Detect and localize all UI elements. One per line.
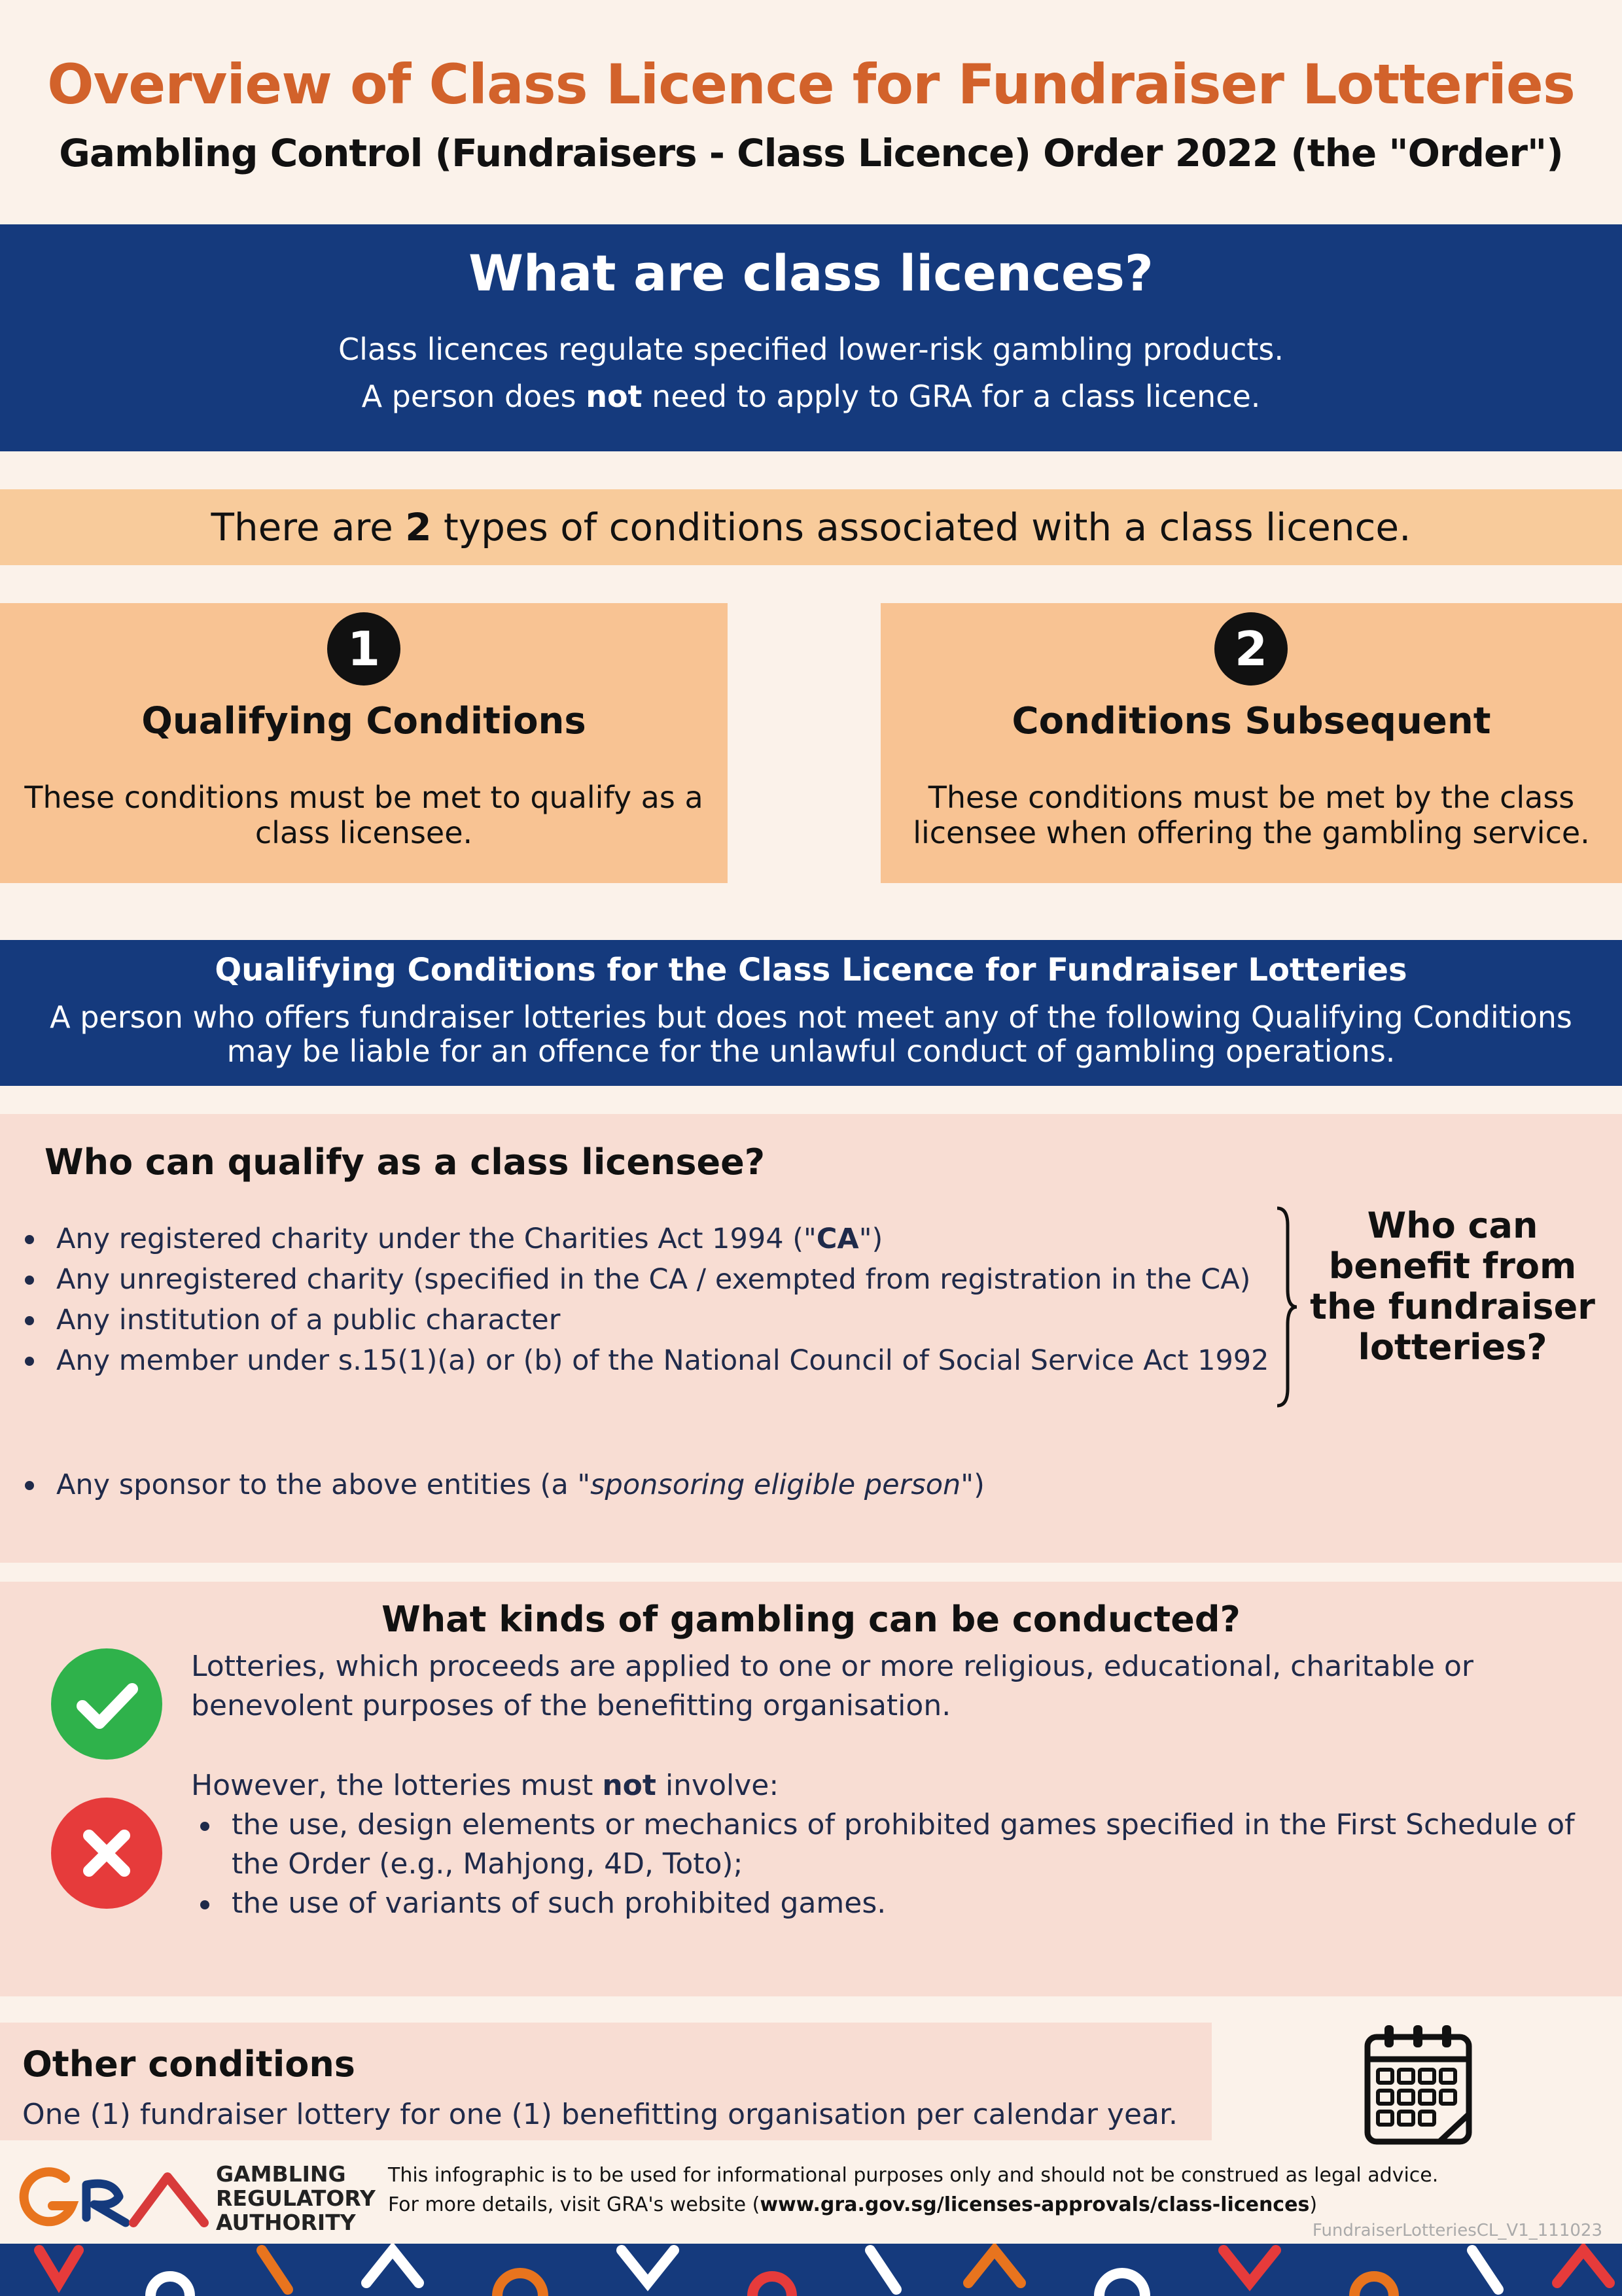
kinds-heading: What kinds of gambling can be conducted? bbox=[381, 1599, 1241, 1640]
details-pre: For more details, visit GRA's website ( bbox=[388, 2193, 760, 2216]
list-item: the use of variants of such prohibited games. bbox=[200, 1884, 1594, 1923]
however-line bbox=[191, 1766, 1565, 1805]
footer-text bbox=[388, 2161, 1438, 2219]
however-pre: However, the lotteries must bbox=[191, 1769, 603, 1802]
pattern-icon bbox=[0, 2244, 1622, 2296]
number-badge-1: 1 bbox=[327, 612, 400, 686]
subsequent-card bbox=[881, 603, 1622, 883]
qualifying-heading: Qualifying Conditions for the Class Licence for Fundraiser Lotteries bbox=[215, 952, 1407, 988]
document-code: FundraiserLotteriesCL_V1_111023 bbox=[1312, 2221, 1602, 2240]
other-heading: Other conditions bbox=[22, 2044, 355, 2085]
list-item: Any institution of a public character bbox=[25, 1300, 1269, 1340]
list-item: Any unregistered charity (specified in the CA / exempted from registration in the CA) bbox=[25, 1259, 1269, 1300]
details-line bbox=[388, 2190, 1438, 2219]
what-are-section bbox=[0, 224, 1622, 451]
who-section bbox=[0, 1114, 1622, 1563]
qualifying-text: A person who offers fundraiser lotteries but does not meet any of the following Qualifying Conditions may be liable for an offence for the unlawful conduct of gambling operations. bbox=[50, 1000, 1572, 1069]
other-text: One (1) fundraiser lottery for one (1) benefitting organisation per calendar year. bbox=[22, 2098, 1178, 2131]
check-icon bbox=[51, 1648, 162, 1760]
item1-post: ") bbox=[858, 1223, 883, 1255]
calendar-icon bbox=[1361, 2023, 1475, 2148]
list-item bbox=[25, 1219, 1269, 1259]
qualifying-card-text: These conditions must be met to qualify as a class licensee. bbox=[24, 780, 703, 850]
prohibited-text bbox=[191, 1766, 1565, 1805]
cross-icon bbox=[51, 1798, 162, 1909]
what-are-line2 bbox=[0, 373, 1622, 420]
item1-bold: CA bbox=[816, 1223, 859, 1255]
subsequent-card-text: These conditions must be met by the class licensee when offering the gambling service. bbox=[913, 780, 1590, 850]
disclaimer: This infographic is to be used for informational purposes only and should not be construed as legal advice. bbox=[388, 2164, 1439, 2187]
what-are-text bbox=[0, 326, 1622, 420]
page-subtitle: Gambling Control (Fundraisers - Class Licence) Order 2022 (the "Order") bbox=[59, 131, 1563, 175]
org-line2: REGULATORY bbox=[216, 2185, 376, 2211]
list-item: the use, design elements or mechanics of prohibited games specified in the First Schedule of the Order (e.g., Mahjong, 4D, Toto); bbox=[200, 1805, 1594, 1884]
qualifying-card-title: Qualifying Conditions bbox=[141, 700, 586, 742]
benefit-label: Who can benefit from the fundraiser lotteries? bbox=[1310, 1205, 1595, 1368]
details-post: ) bbox=[1309, 2193, 1318, 2216]
line2-pre: A person does bbox=[361, 379, 586, 414]
line2-post: need to apply to GRA for a class licence. bbox=[642, 379, 1261, 414]
org-line3: AUTHORITY bbox=[216, 2210, 356, 2235]
what-are-line1: Class licences regulate specified lower-risk gambling products. bbox=[338, 332, 1284, 367]
what-are-heading: What are class licences? bbox=[468, 244, 1154, 302]
org-name bbox=[216, 2162, 376, 2235]
item5-post: ") bbox=[961, 1469, 985, 1501]
types-pre: There are bbox=[211, 505, 406, 549]
decorative-stripe bbox=[0, 2244, 1622, 2296]
types-band bbox=[0, 489, 1622, 565]
allowed-text: Lotteries, which proceeds are applied to one or more religious, educational, charitable or benevolent purposes of the benefitting organisation. bbox=[191, 1650, 1473, 1722]
qualifying-section bbox=[0, 940, 1622, 1086]
qualifying-card bbox=[0, 603, 728, 883]
who-heading: Who can qualify as a class licensee? bbox=[44, 1141, 766, 1183]
who-list bbox=[25, 1219, 1269, 1381]
line2-bold: not bbox=[586, 379, 643, 414]
kinds-section bbox=[0, 1582, 1622, 1996]
number-badge-2: 2 bbox=[1214, 612, 1288, 686]
however-bold: not bbox=[602, 1769, 656, 1802]
however-post: involve: bbox=[656, 1769, 779, 1802]
org-line1: GAMBLING bbox=[216, 2161, 346, 2187]
other-section bbox=[0, 2023, 1212, 2140]
item1-pre: Any registered charity under the Charities Act 1994 (" bbox=[56, 1223, 817, 1255]
types-bold: 2 bbox=[405, 505, 432, 549]
gra-logo bbox=[14, 2165, 211, 2227]
item5-italic: sponsoring eligible person bbox=[590, 1469, 961, 1501]
sponsor-list bbox=[25, 1465, 985, 1505]
subsequent-card-title: Conditions Subsequent bbox=[1012, 700, 1491, 742]
website-link[interactable]: www.gra.gov.sg/licenses-approvals/class-licences bbox=[760, 2193, 1310, 2216]
list-item bbox=[25, 1465, 985, 1505]
item5-pre: Any sponsor to the above entities (a " bbox=[56, 1469, 591, 1501]
page-title: Overview of Class Licence for Fundraiser Lotteries bbox=[47, 52, 1575, 116]
types-post: types of conditions associated with a class licence. bbox=[431, 505, 1411, 549]
prohibited-list bbox=[200, 1805, 1594, 1923]
list-item: Any member under s.15(1)(a) or (b) of the National Council of Social Service Act 1992 bbox=[25, 1340, 1269, 1381]
